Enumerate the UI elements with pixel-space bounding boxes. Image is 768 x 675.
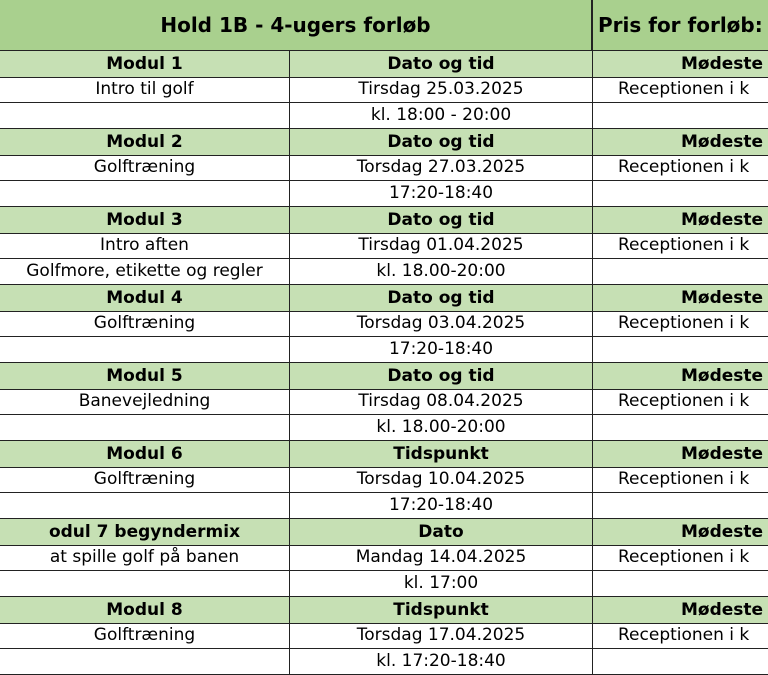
date-cell[interactable]: Tirsdag 01.04.2025: [290, 232, 593, 258]
empty-cell[interactable]: [593, 258, 768, 284]
module-activity-row: [0, 544, 768, 571]
module-header-row: [0, 518, 768, 546]
date-cell[interactable]: Torsdag 27.03.2025: [290, 154, 593, 180]
module-time-row: [0, 648, 768, 675]
extra-cell[interactable]: [0, 414, 290, 440]
activity-cell[interactable]: Intro aften: [0, 232, 290, 258]
empty-cell[interactable]: [593, 648, 768, 674]
module-time-row: [0, 180, 768, 207]
time-cell[interactable]: 17:20-18:40: [290, 492, 593, 518]
module-time-row: [0, 258, 768, 285]
activity-cell[interactable]: at spille golf på banen: [0, 544, 290, 570]
module-name[interactable]: odul 7 begyndermix: [0, 519, 290, 545]
module-time-row: [0, 336, 768, 363]
extra-cell[interactable]: [0, 570, 290, 596]
place-header[interactable]: Mødeste: [681, 54, 764, 74]
activity-cell[interactable]: Banevejledning: [0, 388, 290, 414]
module-name[interactable]: Modul 3: [0, 207, 290, 233]
time-cell[interactable]: kl. 17:00: [290, 570, 593, 596]
date-cell[interactable]: Torsdag 17.04.2025: [290, 622, 593, 648]
activity-cell[interactable]: Golftræning: [0, 310, 290, 336]
empty-cell[interactable]: [593, 336, 768, 362]
module-time-row: [0, 414, 768, 441]
date-cell[interactable]: Tirsdag 08.04.2025: [290, 388, 593, 414]
place-cell[interactable]: Receptionen i k: [618, 469, 750, 489]
title-row: [0, 0, 768, 51]
activity-cell[interactable]: Golftræning: [0, 622, 290, 648]
price-label: Pris for forløb:: [598, 13, 763, 37]
empty-cell[interactable]: [593, 570, 768, 596]
module-header-row: [0, 284, 768, 312]
extra-cell[interactable]: [0, 102, 290, 128]
place-cell[interactable]: Receptionen i k: [618, 313, 750, 333]
place-header[interactable]: Mødeste: [681, 444, 764, 464]
empty-cell[interactable]: [593, 180, 768, 206]
activity-cell[interactable]: Golftræning: [0, 466, 290, 492]
place-cell[interactable]: Receptionen i k: [618, 79, 750, 99]
module-name[interactable]: Modul 5: [0, 363, 290, 389]
module-activity-row: [0, 388, 768, 415]
place-header[interactable]: Mødeste: [681, 132, 764, 152]
module-activity-row: [0, 622, 768, 649]
module-activity-row: [0, 76, 768, 103]
extra-cell[interactable]: [0, 180, 290, 206]
empty-cell[interactable]: [593, 102, 768, 128]
extra-cell[interactable]: Golfmore, etikette og regler: [0, 258, 290, 284]
place-cell[interactable]: Receptionen i k: [618, 625, 750, 645]
module-activity-row: [0, 232, 768, 259]
place-cell[interactable]: Receptionen i k: [618, 235, 750, 255]
date-cell[interactable]: Mandag 14.04.2025: [290, 544, 593, 570]
time-cell[interactable]: kl. 18:00 - 20:00: [290, 102, 593, 128]
extra-cell[interactable]: [0, 648, 290, 674]
extra-cell[interactable]: [0, 492, 290, 518]
module-time-row: [0, 492, 768, 519]
activity-cell[interactable]: Golftræning: [0, 154, 290, 180]
activity-cell[interactable]: Intro til golf: [0, 76, 290, 102]
module-name[interactable]: Modul 4: [0, 285, 290, 311]
module-activity-row: [0, 466, 768, 493]
module-name[interactable]: Modul 6: [0, 441, 290, 467]
module-time-row: [0, 102, 768, 129]
date-header[interactable]: Dato og tid: [290, 207, 593, 233]
module-activity-row: [0, 310, 768, 337]
module-header-row: [0, 128, 768, 156]
extra-cell[interactable]: [0, 336, 290, 362]
module-name[interactable]: Modul 1: [0, 51, 290, 77]
place-header[interactable]: Mødeste: [681, 366, 764, 386]
date-cell[interactable]: Torsdag 10.04.2025: [290, 466, 593, 492]
module-header-row: [0, 362, 768, 390]
time-cell[interactable]: kl. 17:20-18:40: [290, 648, 593, 674]
module-time-row: [0, 570, 768, 597]
module-name[interactable]: Modul 8: [0, 597, 290, 623]
date-header[interactable]: Dato og tid: [290, 285, 593, 311]
place-header[interactable]: Mødeste: [681, 600, 764, 620]
module-name[interactable]: Modul 2: [0, 129, 290, 155]
place-header[interactable]: Mødeste: [681, 288, 764, 308]
sheet-title: Hold 1B - 4-ugers forløb: [0, 0, 593, 50]
empty-cell[interactable]: [593, 414, 768, 440]
module-header-row: [0, 206, 768, 234]
place-cell[interactable]: Receptionen i k: [618, 547, 750, 567]
place-cell[interactable]: Receptionen i k: [618, 391, 750, 411]
module-activity-row: [0, 154, 768, 181]
date-header[interactable]: Dato og tid: [290, 51, 593, 77]
time-cell[interactable]: kl. 18.00-20:00: [290, 414, 593, 440]
date-header[interactable]: Tidspunkt: [290, 441, 593, 467]
date-cell[interactable]: Torsdag 03.04.2025: [290, 310, 593, 336]
empty-cell[interactable]: [593, 492, 768, 518]
place-cell[interactable]: Receptionen i k: [618, 157, 750, 177]
time-cell[interactable]: kl. 18.00-20:00: [290, 258, 593, 284]
place-header[interactable]: Mødeste: [681, 210, 764, 230]
time-cell[interactable]: 17:20-18:40: [290, 180, 593, 206]
module-header-row: [0, 50, 768, 78]
date-header[interactable]: Dato og tid: [290, 129, 593, 155]
place-header[interactable]: Mødeste: [681, 522, 764, 542]
date-header[interactable]: Dato og tid: [290, 363, 593, 389]
date-cell[interactable]: Tirsdag 25.03.2025: [290, 76, 593, 102]
date-header[interactable]: Tidspunkt: [290, 597, 593, 623]
module-header-row: [0, 596, 768, 624]
module-header-row: [0, 440, 768, 468]
time-cell[interactable]: 17:20-18:40: [290, 336, 593, 362]
date-header[interactable]: Dato: [290, 519, 593, 545]
